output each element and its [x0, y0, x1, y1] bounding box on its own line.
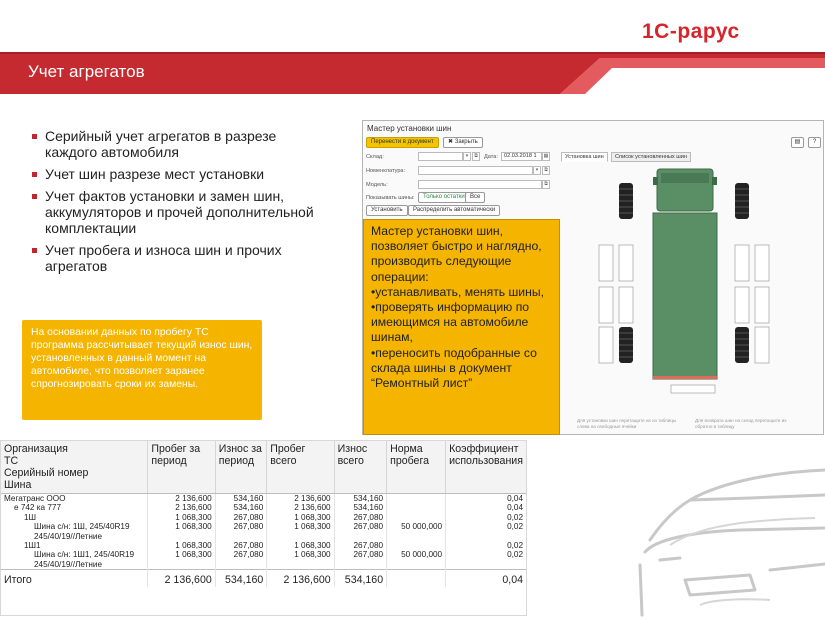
row-mt: 2 136,600: [267, 503, 334, 512]
total-norm: [387, 570, 446, 588]
row-norm: [387, 513, 446, 522]
row-coef: 0,04: [507, 503, 523, 513]
wear-note: На основании данных по пробегу ТС программа рассчитывает текущий износ шин, установленных в данный момент на автомобиле, что позволяет заранее спрогнозировать сроки их замены.: [22, 320, 262, 420]
total-mt: 2 136,600: [267, 570, 334, 588]
row-wp: 534,160: [215, 494, 267, 504]
brand-logo: 1С-рарус: [642, 20, 740, 43]
nomenclature-label: Номенклатура:: [366, 168, 406, 174]
row-coef: 0,02: [507, 522, 523, 532]
master-description-note: Мастер установки шин, позволяет быстро и наглядно, производить следующие операции: •устанавливать, менять шины, •проверять информацию по имеющимся на автомобиле шинам, •переносить подобранные со склада шины в документ “Ремонтный лист”: [363, 219, 560, 435]
table-row[interactable]: [1, 503, 526, 512]
tab-installed-list[interactable]: Список установленных шин: [611, 152, 691, 162]
return-hint: Для возврата шин на склад перетащите их обратно в таблицу: [695, 418, 787, 429]
feature-list: [30, 128, 320, 280]
row-name: Шина с/н: 1Ш, 245/40R19 245/40/19//Летние: [1, 522, 148, 541]
feature-item: Серийный учет агрегатов в разрезе каждого автомобиля: [30, 128, 320, 160]
show-tires-label: Показывать шины:: [366, 195, 415, 201]
vehicle-diagram: [591, 165, 781, 395]
row-mt: 1 068,300: [267, 513, 334, 522]
row-wp: 267,080: [215, 550, 267, 569]
row-wp: 267,080: [215, 513, 267, 522]
all-toggle[interactable]: Все: [465, 192, 485, 203]
help-button[interactable]: ?: [808, 137, 821, 148]
table-header-row: [1, 441, 526, 494]
row-wt: 534,160: [334, 494, 386, 504]
row-norm: [387, 541, 446, 550]
feature-item: Учет пробега и износа шин и прочих агрегатов: [30, 242, 320, 274]
date-label: Дата:: [484, 154, 498, 160]
distribute-auto-button[interactable]: Распределить автоматически: [408, 205, 500, 216]
tab-install[interactable]: Установка шин: [561, 152, 608, 162]
row-norm: 50 000,000: [387, 522, 446, 541]
total-row: [1, 570, 526, 588]
total-coef: 0,04: [446, 570, 526, 588]
row-coef: 0,04: [507, 494, 523, 503]
dropdown-icon[interactable]: ▾: [533, 166, 541, 175]
table-icon[interactable]: ▤: [791, 137, 804, 148]
wear-total-header: Износ всего: [334, 441, 386, 494]
row-name: 1Ш1: [1, 541, 148, 550]
mileage-total-header: Пробег всего: [267, 441, 334, 494]
row-mt: 1 068,300: [267, 550, 334, 569]
wear-report-table: [0, 440, 527, 616]
row-wt: 267,080: [334, 541, 386, 550]
row-mp: 1 068,300: [148, 522, 215, 541]
row-mp: 1 068,300: [148, 513, 215, 522]
row-wt: 534,160: [334, 503, 386, 512]
row-wp: 534,160: [215, 503, 267, 512]
model-field[interactable]: [418, 180, 542, 189]
window-title: Мастер установки шин: [367, 124, 452, 133]
row-wt: 267,080: [334, 513, 386, 522]
total-mp: 2 136,600: [148, 570, 215, 588]
model-label: Модель:: [366, 182, 388, 188]
warehouse-label: Склад:: [366, 154, 384, 160]
row-wt: 267,080: [334, 522, 386, 541]
row-mp: 1 068,300: [148, 550, 215, 569]
row-mt: 2 136,600: [267, 494, 334, 504]
row-wp: 267,080: [215, 541, 267, 550]
nomenclature-field[interactable]: [418, 166, 533, 175]
row-mp: 1 068,300: [148, 541, 215, 550]
total-wp: 534,160: [215, 570, 267, 588]
row-wt: 267,080: [334, 550, 386, 569]
dropdown-icon[interactable]: ▾: [463, 152, 471, 161]
only-remains-toggle[interactable]: Только остатки: [418, 192, 470, 203]
mileage-period-header: Пробег за период: [148, 441, 215, 494]
row-wp: 267,080: [215, 522, 267, 541]
table-row[interactable]: [1, 522, 526, 541]
row-mt: 1 068,300: [267, 522, 334, 541]
group-header: Организация ТС Серийный номер Шина: [1, 441, 148, 494]
table-row[interactable]: [1, 513, 526, 522]
warehouse-field[interactable]: [418, 152, 463, 161]
install-button[interactable]: Установить: [366, 205, 408, 216]
transfer-to-document-button[interactable]: Перенести в документ: [366, 137, 439, 148]
calendar-icon[interactable]: ▦: [543, 153, 549, 159]
close-icon: ✖: [448, 139, 455, 145]
row-name: Мегатранс ООО: [1, 494, 148, 504]
row-name: Шина с/н: 1Ш1, 245/40R19 245/40/19//Летние: [1, 550, 148, 569]
title-banner: [0, 52, 825, 94]
row-mp: 2 136,600: [148, 503, 215, 512]
row-norm: [387, 494, 446, 504]
total-label: Итого: [1, 570, 148, 588]
row-mp: 2 136,600: [148, 494, 215, 504]
row-name: е 742 ка 777: [1, 503, 148, 512]
row-coef: 0,02: [507, 550, 523, 560]
table-row[interactable]: [1, 550, 526, 569]
car-illustration: [630, 440, 825, 620]
install-hint: Для установки шин перетащите их из таблицы слева на свободные ячейки: [577, 418, 677, 429]
close-label: Закрыть: [454, 139, 478, 145]
wear-period-header: Износ за период: [215, 441, 267, 494]
date-field[interactable]: 02.03.2018 1: [501, 152, 542, 161]
row-coef: 0,02: [507, 541, 523, 551]
coef-header: Коэффициент использования: [446, 441, 526, 494]
open-icon[interactable]: ⧉: [542, 180, 550, 189]
slide-title: Учет агрегатов: [28, 62, 145, 81]
row-name: 1Ш: [1, 513, 148, 522]
row-norm: 50 000,000: [387, 550, 446, 569]
row-coef: 0,02: [507, 512, 523, 522]
row-norm: [387, 503, 446, 512]
total-wt: 534,160: [334, 570, 386, 588]
feature-item: Учет шин разрезе мест установки: [30, 166, 320, 182]
open-icon[interactable]: ⧉: [472, 152, 480, 161]
close-button[interactable]: [443, 137, 483, 148]
table-row[interactable]: [1, 494, 526, 504]
feature-item: Учет фактов установки и замен шин, аккумуляторов и прочей дополнительной комплектации: [30, 188, 320, 236]
norm-header: Норма пробега: [387, 441, 446, 494]
open-icon[interactable]: ⧉: [542, 166, 550, 175]
table-row[interactable]: [1, 541, 526, 550]
row-mt: 1 068,300: [267, 541, 334, 550]
